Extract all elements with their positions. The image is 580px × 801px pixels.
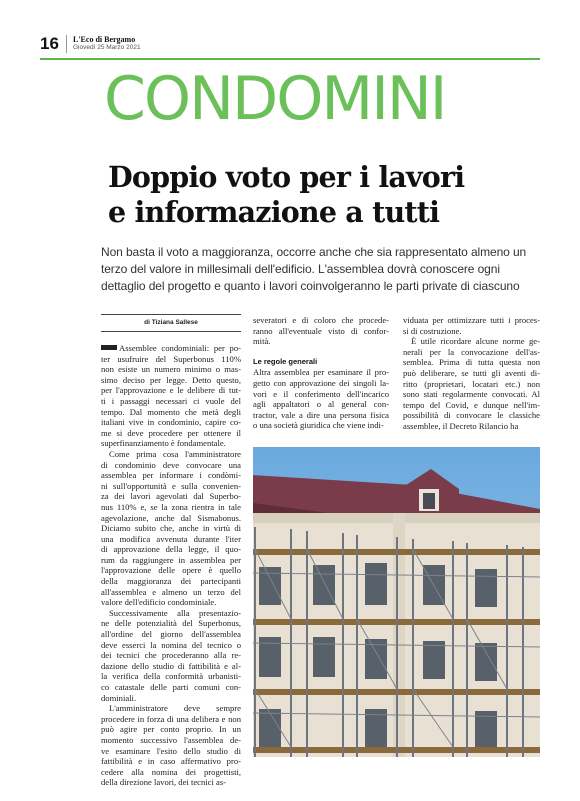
body-line: può deliberare, se tutti gli aventi di- (403, 367, 540, 378)
body-line: sono stati regolarmente convocati. Al (403, 389, 540, 400)
body-line: me si deve procedere per ottenere il (101, 427, 241, 438)
headline-line: Doppio voto per i lavori (108, 160, 465, 194)
body-line: ne delle potenzialità del Superbonus, (101, 618, 241, 629)
body-line: momento successivo l'assemblea de- (101, 734, 241, 745)
body-line: rum da raggiungere in assemblea per (101, 554, 241, 565)
body-line: della maggioranza dei partecipanti (101, 576, 241, 587)
section-kicker: CONDOMINI (104, 64, 446, 134)
body-line: simo deciso per legge. Detto questo, (101, 374, 241, 385)
body-line: assemblea per informare i condòmi- (101, 470, 241, 481)
summary-line: dettaglio del progetto e quanto i lavori coinvolgeranno le parti private di ciascuno (101, 279, 520, 293)
body-line: tractor, vale a dire una persona fisica (253, 409, 389, 420)
header-divider (66, 35, 67, 53)
body-line: Assemblee condominiali: per po- (101, 343, 241, 354)
body-line: di approvazione della legge, il quo- (101, 544, 241, 555)
body-line: za dei lavori agevolati dal Superbo- (101, 491, 241, 502)
body-line: può agire per conto proprio. In un (101, 724, 241, 735)
body-line: si di costruzione. (403, 325, 462, 336)
body-line: tempo. Dal momento che metà degli (101, 406, 241, 417)
body-line: non esiste un numero minimo o mas- (101, 364, 241, 375)
body-line: dei tecnici che procederanno alla re- (101, 650, 241, 661)
byline-rule-top (101, 314, 241, 315)
summary-line: terzo del valore in millesimali dell'edificio. L'assemblea dovrà conoscere ogni (101, 262, 500, 276)
body-line: italiani vive in condominio, capire co- (101, 417, 241, 428)
body-line: getto con approvazione dei singoli la- (253, 377, 389, 388)
body-line: ter usufruire del Superbonus 110% (101, 353, 241, 364)
byline: di Tiziana Sallese (144, 319, 198, 326)
headline-line: e informazione a tutti (108, 195, 440, 229)
body-line: tempo del Covid, e dunque nell'im- (403, 399, 540, 410)
byline-rule-bottom (101, 331, 241, 332)
page-header (40, 34, 540, 54)
body-line: Come prima cosa l'amministratore (109, 448, 241, 459)
body-line: fattibilità e in caso affermativo pro- (101, 756, 241, 767)
subheading: Le regole generali (253, 356, 318, 366)
body-line: assemblee, il Decreto Rilancio ha (403, 420, 519, 431)
body-line: Altra assemblea per esaminare il pro- (253, 367, 389, 378)
page-number: 16 (40, 34, 59, 53)
body-line: una modifica avvenuta durante l'iter (101, 533, 241, 544)
body-line: severatori e di coloro che procede- (253, 315, 389, 325)
body-line: semblea. Prima di tutta questa non (403, 357, 540, 368)
body-line: o una società giuridica che viene indi- (253, 420, 384, 431)
body-line: dazione dello studio di fattibilità e al- (101, 660, 241, 671)
body-line: valore dell'edificio condominiale. (101, 597, 217, 608)
body-line: viduata per ottimizzare tutti i proces- (403, 315, 540, 325)
body-line: agevolazione, anche dal Sismabonus. (101, 512, 241, 523)
body-line: È utile ricordare alcune norme ge- (411, 336, 540, 347)
body-line: L'amministratore deve sempre (109, 703, 241, 714)
body-line: ni sull'opportunità e sulla convenien- (101, 480, 241, 491)
body-line: Diciamo subito che, anche in virtù di (101, 523, 241, 534)
body-line: deve esserci la nomina del tecnico o (101, 639, 241, 650)
body-line: nus 110% e, se la zona rientra in tale (101, 501, 241, 512)
body-line: ritto (proprietari, locatari etc.) non (403, 378, 540, 389)
body-line: della direzione lavori, dei tecnici as- (101, 777, 227, 788)
body-line: nerali per la convocazione dell'as- (403, 346, 540, 357)
body-line: possibilità di convocare le classiche (403, 410, 540, 421)
summary-line: Non basta il voto a maggioranza, occorre anche che sia rappresentato almeno un (101, 245, 527, 259)
body-line: cedere alla nomina dei progettisti, (101, 766, 241, 777)
body-line: mità. (253, 336, 271, 347)
issue-date: Giovedì 25 Marzo 2021 (73, 44, 141, 51)
body-column-2 (253, 315, 389, 431)
body-line: agli appaltatori o al general con- (253, 399, 389, 410)
article-headline (108, 160, 548, 230)
body-line: di condominio deve convocare una (101, 459, 241, 470)
body-line: la verifica della conformità urbanisti- (101, 671, 241, 682)
body-column-1 (101, 343, 241, 788)
body-line: co catastale delle parti comuni con- (101, 682, 241, 692)
body-line: ti i passaggi necessari ci vuole del (101, 395, 241, 406)
body-line: vori e il conferimento dell'incarico (253, 388, 389, 399)
body-line: ve esaminare l'esito dello studio di (101, 745, 241, 756)
article-summary (101, 244, 546, 295)
body-line: superfinanziamento è fondamentale. (101, 438, 226, 449)
body-line: per l'approvazione e le delibere di tut- (101, 385, 241, 396)
body-line: all'ordine del giorno dell'assemblea (101, 629, 241, 640)
publication-name: L'Eco di Bergamo (73, 35, 136, 44)
building-scaffolding-photo (253, 447, 540, 757)
body-line: ranno all'eventuale visto di confor- (253, 325, 389, 336)
body-line: procedere in forza di una delibera e non (101, 713, 241, 724)
body-line: l'approvazione delle opere è quello (101, 565, 241, 576)
body-column-3 (403, 315, 540, 432)
body-line: Successivamente alla presentazio- (109, 607, 241, 618)
body-line: dominiali. (101, 692, 137, 703)
body-line: all'assemblea e almeno un terzo del (101, 586, 241, 597)
lead-marker-icon (101, 345, 117, 350)
